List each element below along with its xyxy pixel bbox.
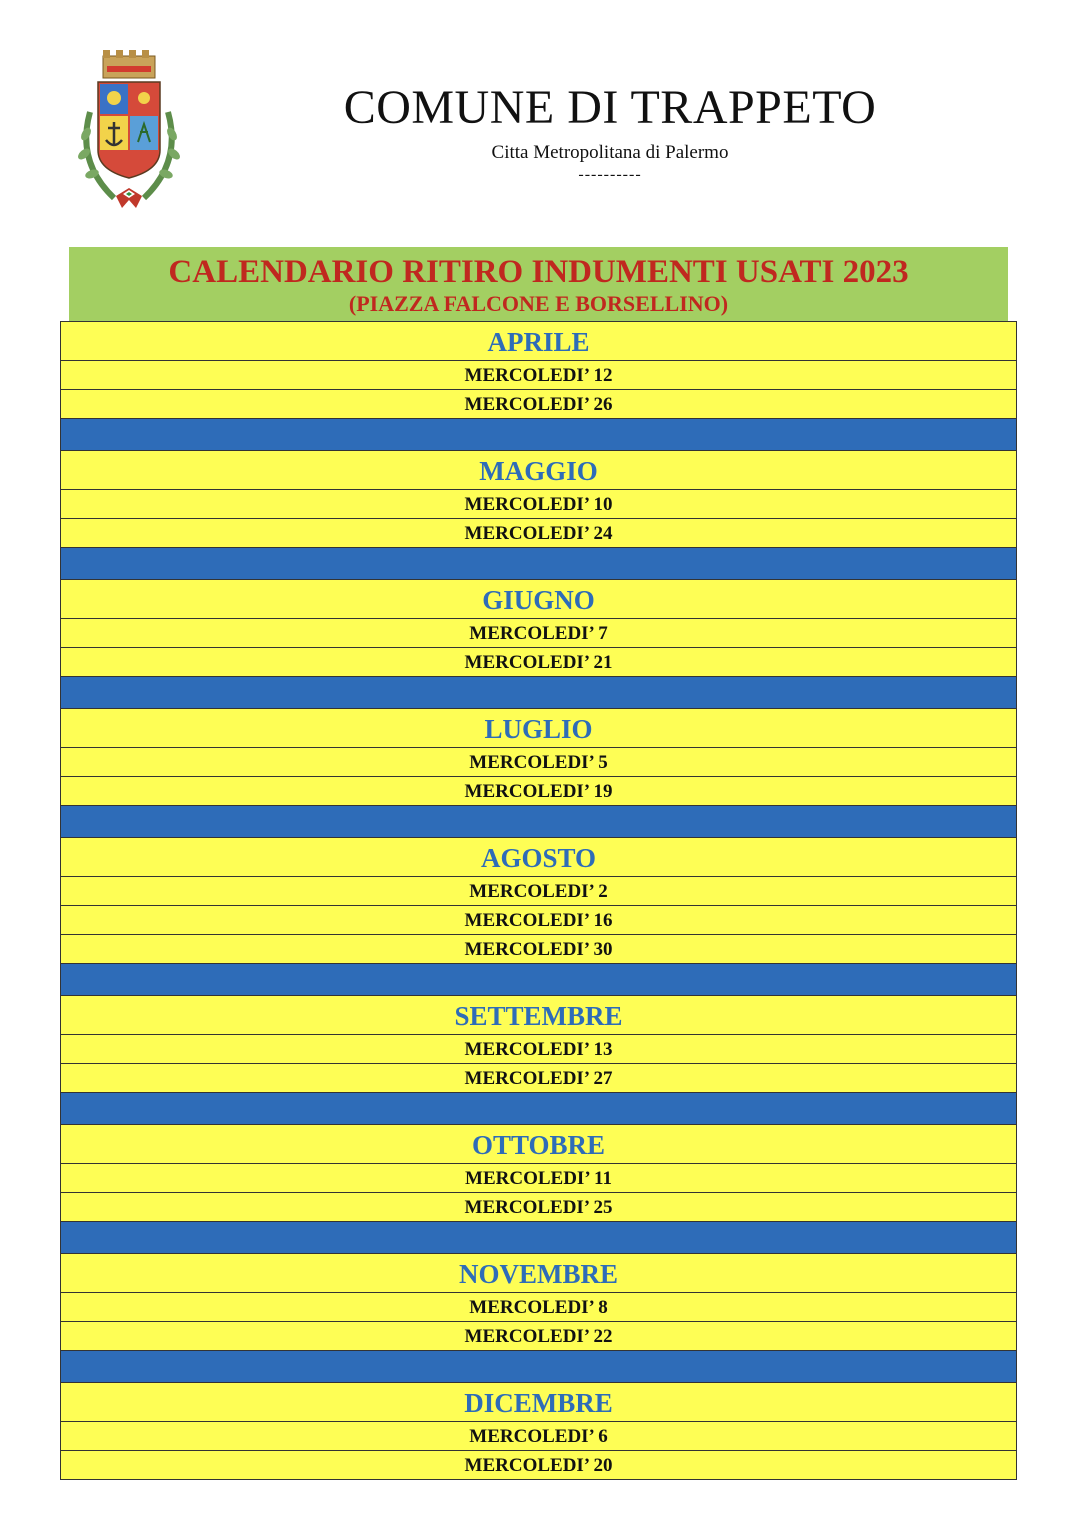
month-header: NOVEMBRE [61,1254,1016,1293]
month-separator [61,677,1016,709]
date-row: MERCOLEDI’ 30 [61,935,1016,964]
date-row: MERCOLEDI’ 16 [61,906,1016,935]
month-separator [61,1351,1016,1383]
month-separator [61,1093,1016,1125]
month-header: SETTEMBRE [61,996,1016,1035]
month-header: AGOSTO [61,838,1016,877]
date-row: MERCOLEDI’ 25 [61,1193,1016,1222]
month-separator [61,548,1016,580]
date-row: MERCOLEDI’ 27 [61,1064,1016,1093]
month-separator [61,1222,1016,1254]
page-title: COMUNE DI TRAPPETO [343,81,877,134]
month-separator [61,964,1016,996]
month-header: DICEMBRE [61,1383,1016,1422]
date-row: MERCOLEDI’ 13 [61,1035,1016,1064]
date-row: MERCOLEDI’ 10 [61,490,1016,519]
month-header: LUGLIO [61,709,1016,748]
date-row: MERCOLEDI’ 2 [61,877,1016,906]
date-row: MERCOLEDI’ 24 [61,519,1016,548]
date-row: MERCOLEDI’ 22 [61,1322,1016,1351]
month-header: GIUGNO [61,580,1016,619]
month-header: MAGGIO [61,451,1016,490]
header-divider: ---------- [578,166,642,183]
calendar-table [60,321,1017,1480]
calendar-location: (PIAZZA FALCONE E BORSELLINO) [348,291,729,316]
date-row: MERCOLEDI’ 7 [61,619,1016,648]
calendar-banner [69,247,1008,321]
coat-of-arms-icon [68,42,190,218]
date-row: MERCOLEDI’ 8 [61,1293,1016,1322]
month-separator [61,419,1016,451]
calendar-title: CALENDARIO RITIRO INDUMENTI USATI 2023 [168,254,909,290]
date-row: MERCOLEDI’ 12 [61,361,1016,390]
month-header: OTTOBRE [61,1125,1016,1164]
date-row: MERCOLEDI’ 19 [61,777,1016,806]
date-row: MERCOLEDI’ 21 [61,648,1016,677]
page-subtitle: Citta Metropolitana di Palermo [491,142,729,163]
date-row: MERCOLEDI’ 11 [61,1164,1016,1193]
date-row: MERCOLEDI’ 20 [61,1451,1016,1480]
month-separator [61,806,1016,838]
date-row: MERCOLEDI’ 6 [61,1422,1016,1451]
month-header: APRILE [61,322,1016,361]
date-row: MERCOLEDI’ 5 [61,748,1016,777]
date-row: MERCOLEDI’ 26 [61,390,1016,419]
